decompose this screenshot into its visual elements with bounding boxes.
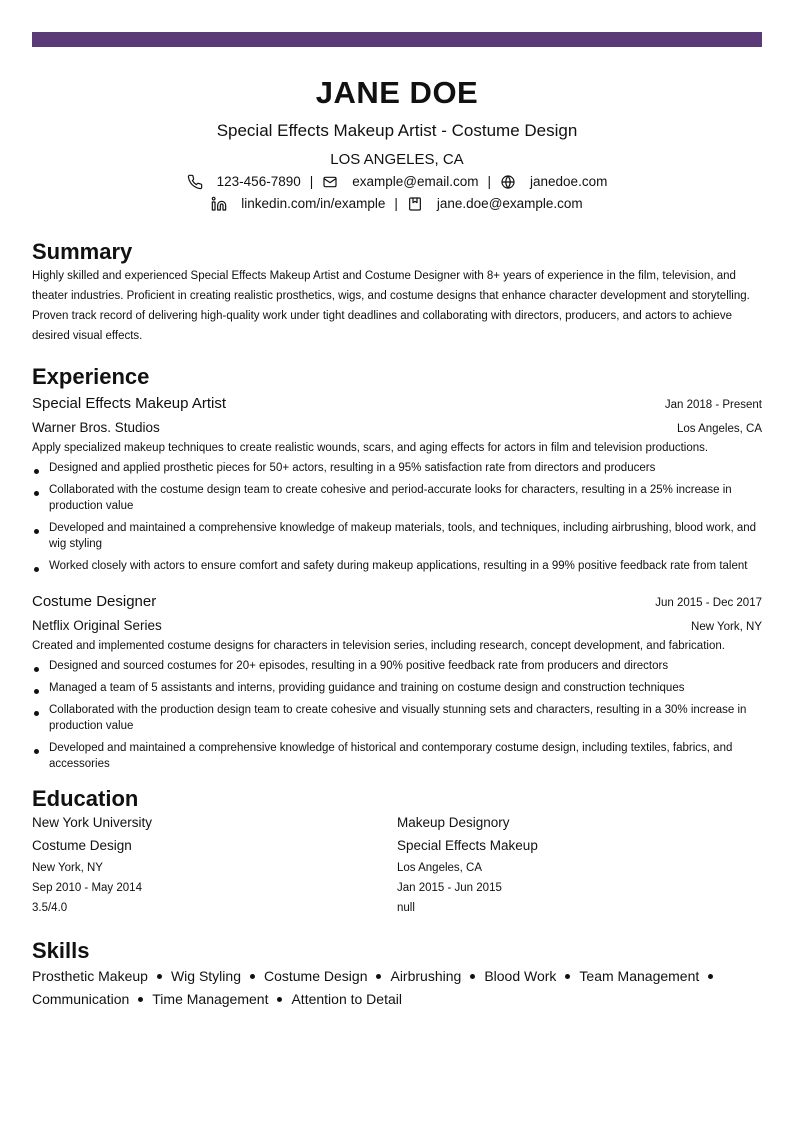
bookmark-icon (407, 196, 423, 212)
job-entry (32, 394, 762, 574)
skills-list (32, 965, 762, 1011)
contact-row-1 (32, 173, 762, 191)
job-dates: Jun 2015 - Dec 2017 (655, 597, 762, 609)
edu-location: New York, NY (32, 862, 103, 874)
contact-email[interactable] (322, 173, 478, 191)
job-bullets (32, 658, 762, 772)
job-title: Special Effects Makeup Artist (32, 395, 226, 412)
skill-item: Airbrushing (390, 968, 462, 984)
job-bullet: Designed and applied prosthetic pieces for 50+ actors, resulting in a 95% satisfaction rate from directors and producers (32, 460, 762, 476)
job-dates: Jan 2018 - Present (664, 399, 762, 411)
job-bullet: Designed and sourced costumes for 20+ episodes, resulting in a 90% positive feedback rate from producers and directors (32, 658, 762, 674)
job-description: Created and implemented costume designs for characters in television series, including research, concept development, and fabrication. (32, 640, 725, 652)
edu-gpa: 3.5/4.0 (32, 902, 68, 914)
summary-heading: Summary (32, 239, 133, 264)
job-bullet: Managed a team of 5 assistants and interns, providing guidance and training on costume design and construction techniques (32, 680, 762, 696)
edu-gpa: null (397, 902, 415, 914)
edu-dates: Jan 2015 - Jun 2015 (397, 882, 502, 894)
job-bullet: Developed and maintained a comprehensive knowledge of historical and contemporary costume design, including textiles, fabrics, and accessories (32, 740, 762, 772)
skill-bullet-dot (157, 974, 162, 979)
job-bullet: Collaborated with the production design team to create cohesive and visually stunning sets and characters, resulting in a 30% increase in production value (32, 702, 762, 734)
contact-separator: | (487, 174, 492, 189)
contact-separator: | (394, 196, 398, 211)
contact-linkedin-text: linkedin.com/in/example (241, 196, 386, 211)
skill-item: Attention to Detail (291, 991, 402, 1007)
skill-item: Wig Styling (170, 968, 241, 984)
skill-item: Costume Design (263, 968, 368, 984)
job-bullet: Collaborated with the costume design team to create cohesive and period-accurate looks for characters, resulting in a 25% increase in production value (32, 482, 762, 514)
contact-separator: | (309, 174, 314, 189)
job-description: Apply specialized makeup techniques to create realistic wounds, scars, and aging effects for actors in film and television productions. (32, 442, 709, 454)
candidate-name: JANE DOE (315, 75, 479, 110)
contact-email-text: example@email.com (352, 174, 479, 189)
job-location: New York, NY (691, 621, 762, 633)
skill-bullet-dot (708, 974, 713, 979)
job-company: Warner Bros. Studios (32, 420, 160, 435)
contact-linkedin[interactable] (211, 195, 385, 213)
job-bullet: Worked closely with actors to ensure comfort and safety during makeup applications, resulting in a 99% positive feedback rate from talent (32, 558, 762, 574)
skill-item: Team Management (579, 968, 700, 984)
linkedin-icon (211, 196, 227, 212)
experience-heading: Experience (32, 364, 150, 389)
phone-icon (187, 174, 203, 190)
contact-website-text: janedoe.com (530, 174, 608, 189)
edu-school: New York University (32, 815, 153, 830)
globe-icon (500, 174, 516, 190)
skill-item: Blood Work (484, 968, 557, 984)
resume-page (32, 32, 762, 1011)
skill-bullet-dot (277, 997, 282, 1002)
mail-icon (322, 174, 338, 190)
job-bullet: Developed and maintained a comprehensive knowledge of makeup materials, tools, and techniques, including airbrushing, blood work, and wig styling (32, 520, 762, 552)
job-company: Netflix Original Series (32, 618, 162, 633)
summary-text: Highly skilled and experienced Special Effects Makeup Artist and Costume Designer with 8+ years of experience in the film, television, and theater industries. Proficient in creating realistic prosthetics, wigs, and costume designs that enhance character development and storytelling. Proven track record of delivering high-quality work under tight deadlines and collaborating with directors, producers, and actors to achieve desired visual effects. (32, 270, 750, 342)
education-heading: Education (32, 786, 139, 811)
edu-dates: Sep 2010 - May 2014 (32, 882, 142, 894)
skill-bullet-dot (470, 974, 475, 979)
skill-item: Time Management (152, 991, 269, 1007)
edu-degree: Special Effects Makeup (397, 838, 538, 853)
skill-bullet-dot (138, 997, 143, 1002)
accent-bar (32, 32, 762, 47)
edu-degree: Costume Design (32, 838, 132, 853)
contact-secondary-email[interactable] (407, 195, 583, 213)
education-entry (397, 814, 762, 918)
skill-bullet-dot (565, 974, 570, 979)
edu-school: Makeup Designory (397, 815, 510, 830)
skill-item: Prosthetic Makeup (32, 968, 148, 984)
job-title: Costume Designer (32, 593, 157, 610)
skill-item: Communication (32, 991, 130, 1007)
job-location: Los Angeles, CA (676, 423, 762, 435)
job-entry (32, 592, 762, 772)
job-bullets (32, 460, 762, 574)
contact-secondary-email-text: jane.doe@example.com (436, 196, 583, 211)
edu-location: Los Angeles, CA (397, 862, 483, 874)
education-grid (32, 814, 762, 918)
skill-bullet-dot (376, 974, 381, 979)
contact-phone-text: 123-456-7890 (216, 174, 301, 189)
location: LOS ANGELES, CA (330, 151, 464, 168)
skills-heading: Skills (32, 938, 90, 963)
contact-row-2 (32, 195, 762, 213)
contact-website[interactable] (500, 173, 607, 191)
skill-bullet-dot (250, 974, 255, 979)
contact-phone[interactable] (187, 173, 301, 191)
education-entry (32, 814, 397, 918)
headline: Special Effects Makeup Artist - Costume Design (216, 121, 578, 140)
